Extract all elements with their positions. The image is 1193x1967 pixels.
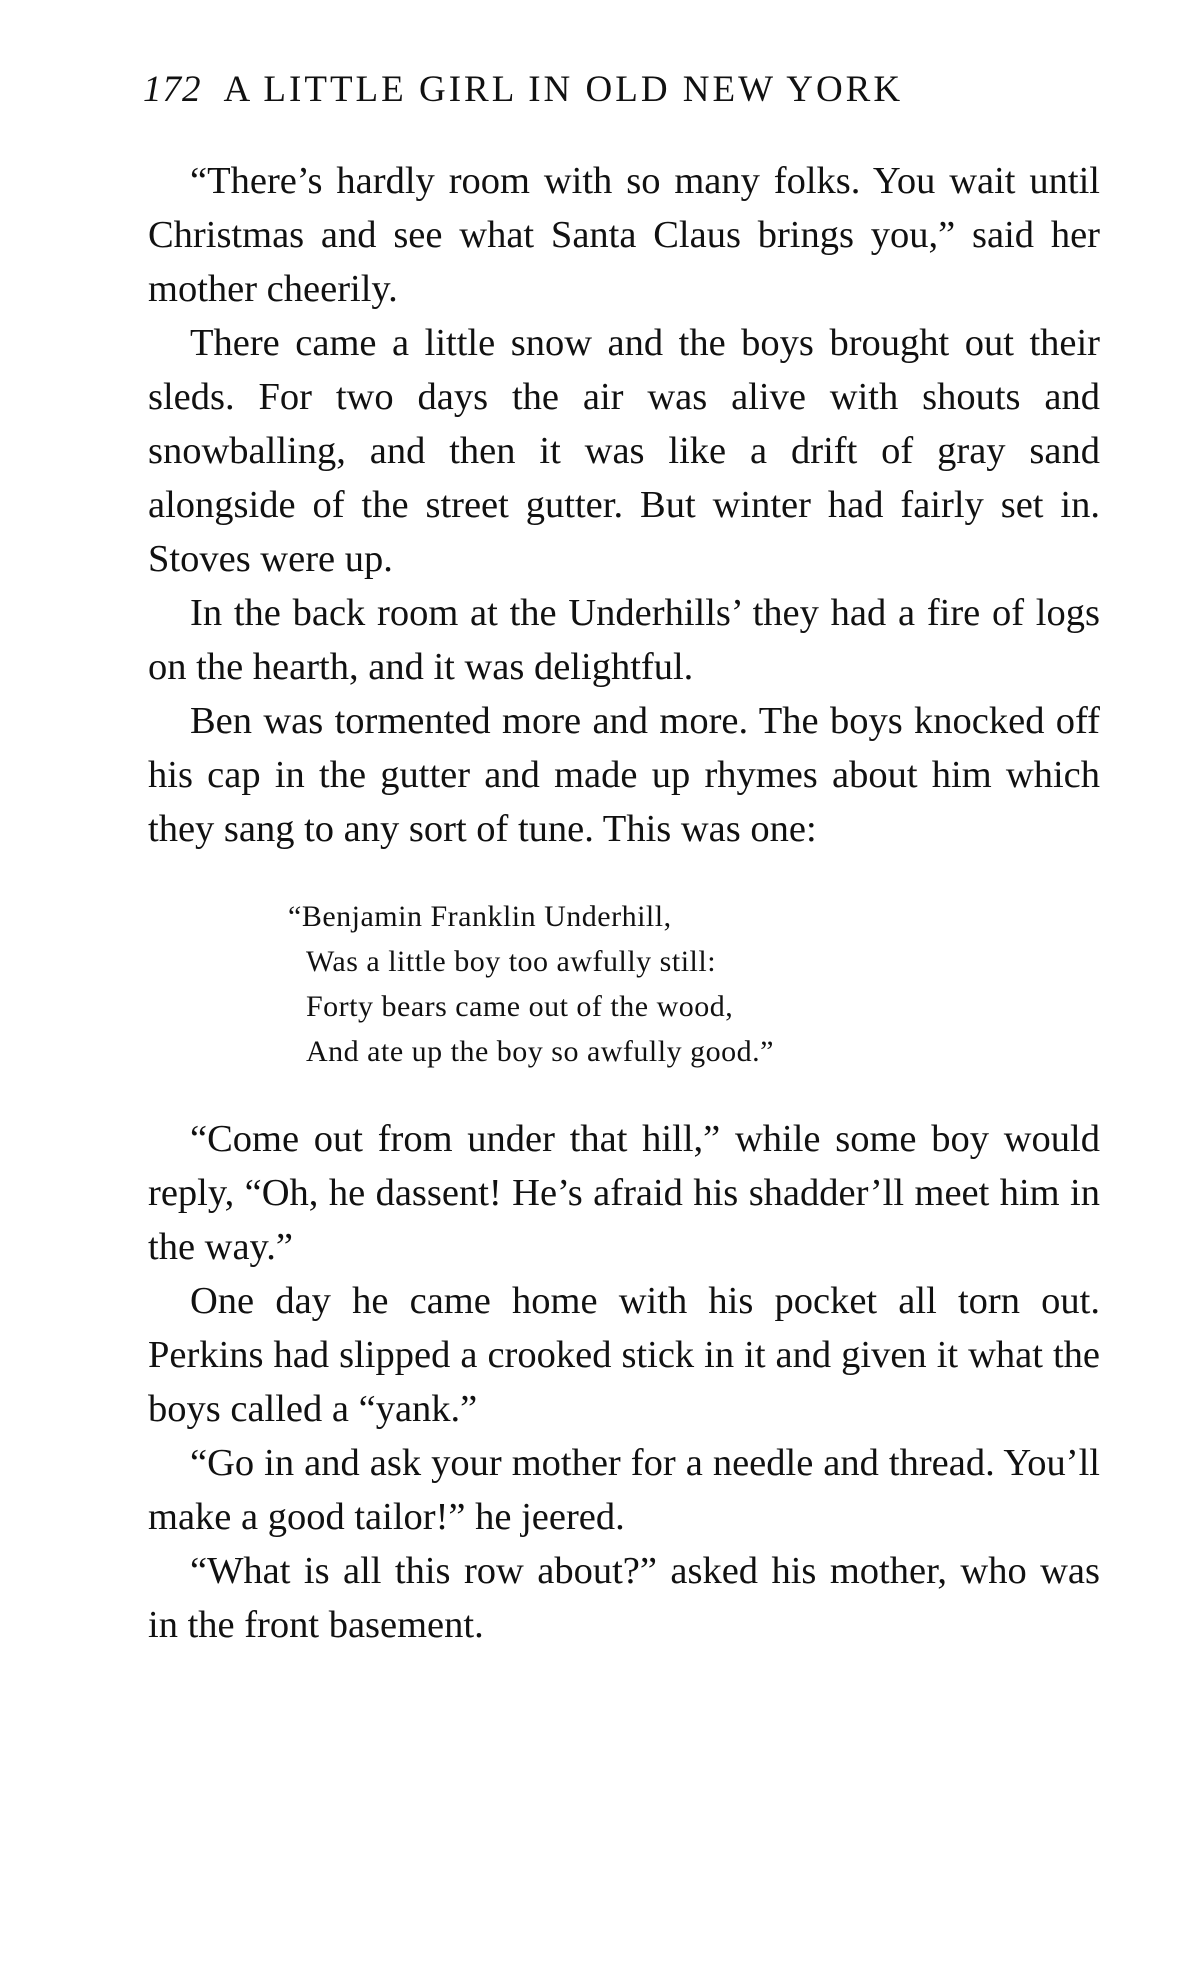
running-header: [143, 62, 1103, 118]
paragraph: “Go in and ask your mother for a needle and thread. You’ll make a good tailor!” he jeered.: [148, 1442, 1100, 1538]
paragraph: “There’s hardly room with so many folks. You wait until Christmas and see what Santa Claus brings you,” said her mother cheerily.: [148, 160, 1100, 310]
poem-line: Was a little boy too awfully still:: [306, 945, 717, 978]
paragraph: Ben was tormented more and more. The boys knocked off his cap in the gutter and made up rhymes about him which they sang to any sort of tune. This was one:: [148, 700, 1100, 850]
paragraph: In the back room at the Underhills’ they had a fire of logs on the hearth, and it was delightful.: [148, 592, 1100, 688]
poem-block: [148, 894, 1100, 1074]
poem-line: Forty bears came out of the wood,: [306, 990, 734, 1023]
paragraph: One day he came home with his pocket all torn out. Perkins had slipped a crooked stick in it and given it what the boys called a “yank.”: [148, 1280, 1100, 1430]
poem-line: “Benjamin Franklin Underhill,: [288, 900, 672, 933]
body-text: [148, 154, 1100, 1652]
paragraph: There came a little snow and the boys brought out their sleds. For two days the air was alive with shouts and snowballing, and then it was like a drift of gray sand alongside of the street gutter. But winter had fairly set in. Stoves were up.: [148, 322, 1100, 580]
paragraph: “Come out from under that hill,” while some boy would reply, “Oh, he dassent! He’s afraid his shadder’ll meet him in the way.”: [148, 1118, 1100, 1268]
paragraph: “What is all this row about?” asked his mother, who was in the front basement.: [148, 1550, 1100, 1646]
poem-line: And ate up the boy so awfully good.”: [306, 1035, 774, 1068]
running-title: A LITTLE GIRL IN OLD NEW YORK: [223, 69, 904, 110]
page-number: 172: [143, 69, 202, 110]
